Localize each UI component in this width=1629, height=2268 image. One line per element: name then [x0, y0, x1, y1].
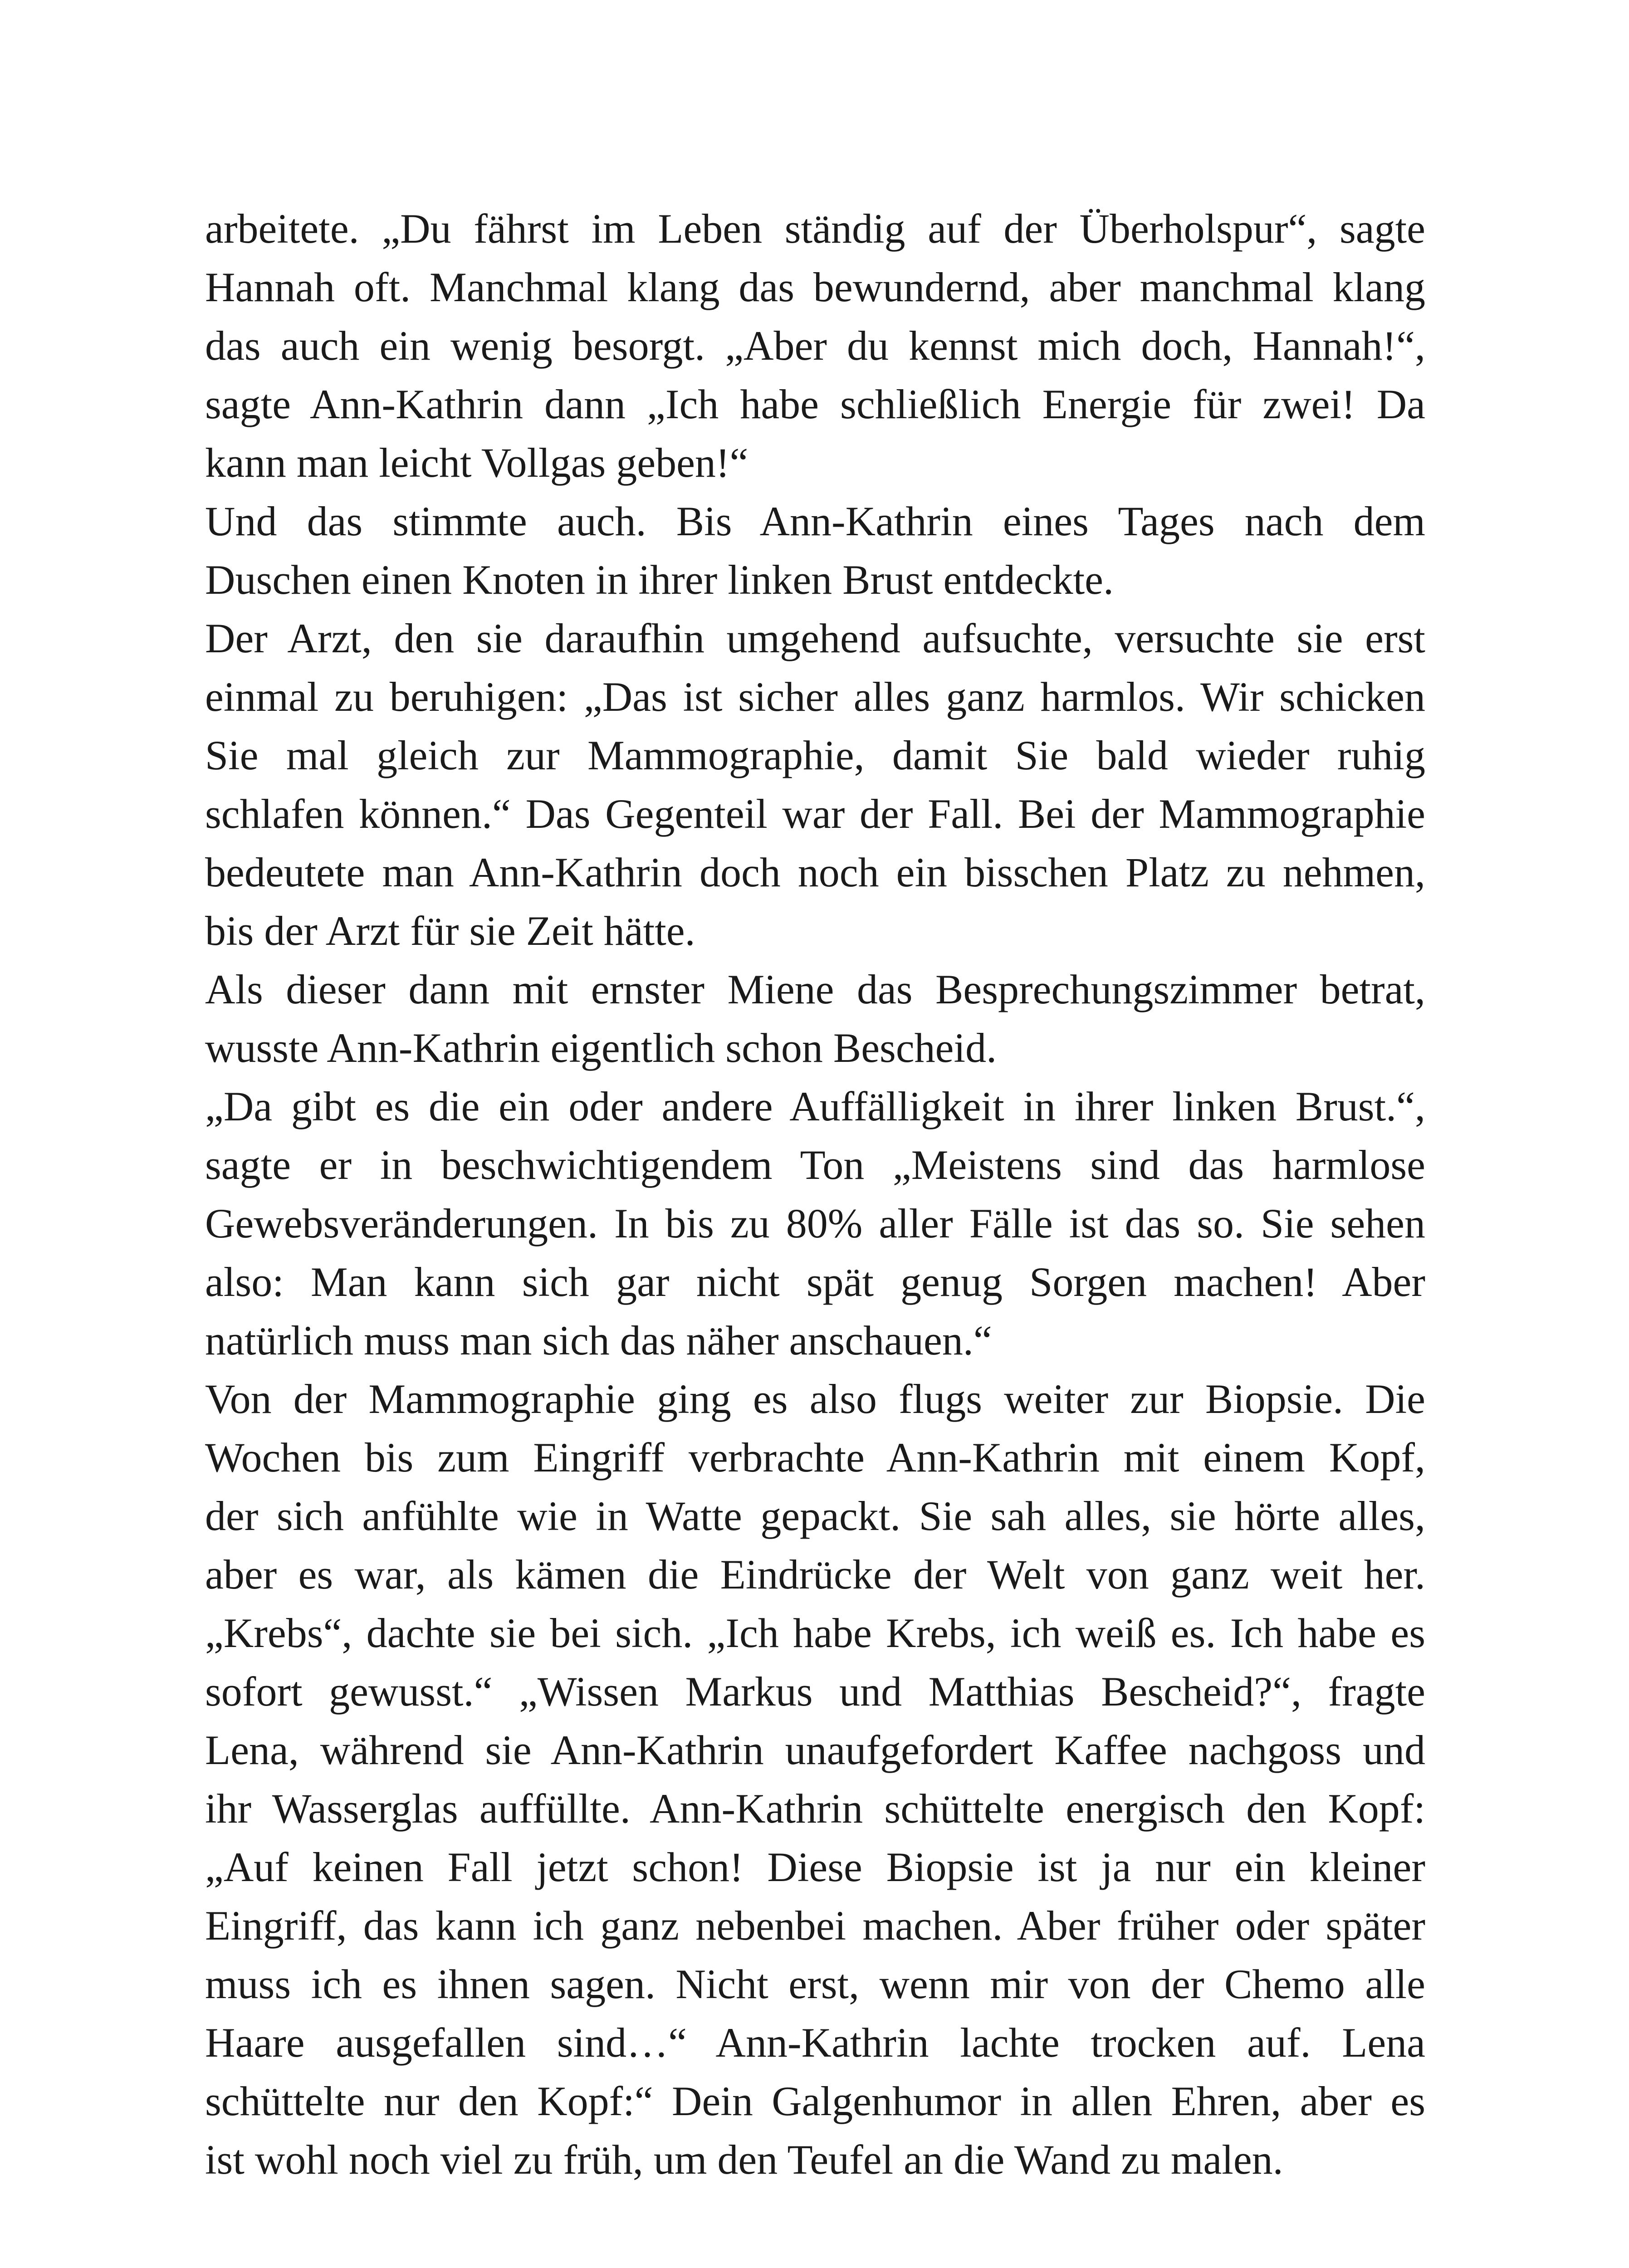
text-line: Duschen einen Knoten in ihrer linken Brust entdeckte. [205, 557, 1114, 603]
text-line: schlafen können.“ Das Gegenteil war der Fall. Bei der Mammographie [205, 791, 1425, 837]
text-line: „Da gibt es die ein oder andere Auffälligkeit in ihrer linken Brust.“, [205, 1083, 1425, 1129]
text-line: ist wohl noch viel zu früh, um den Teufel an die Wand zu malen. [205, 2136, 1283, 2183]
text-line: Hannah oft. Manchmal klang das bewundernd, aber manchmal klang [205, 264, 1425, 310]
text-line: „Auf keinen Fall jetzt schon! Diese Biopsie ist ja nur ein kleiner [205, 1844, 1425, 1890]
text-line: natürlich muss man sich das näher anschauen.“ [205, 1317, 992, 1364]
text-line: also: Man kann sich gar nicht spät genug Sorgen machen! Aber [205, 1259, 1425, 1305]
text-line: ihr Wasserglas auffüllte. Ann-Kathrin schüttelte energisch den Kopf: [205, 1785, 1425, 1832]
text-line: „Krebs“, dachte sie bei sich. „Ich habe Krebs, ich weiß es. Ich habe es [205, 1610, 1425, 1656]
text-line: arbeitete. „Du fährst im Leben ständig auf der Überholspur“, sagte [205, 205, 1425, 252]
text-line: Als dieser dann mit ernster Miene das Besprechungszimmer betrat, [205, 966, 1425, 1012]
text-line: Gewebsveränderungen. In bis zu 80% aller Fälle ist das so. Sie sehen [205, 1200, 1425, 1246]
text-line: Haare ausgefallen sind…“ Ann-Kathrin lachte trocken auf. Lena [205, 2019, 1425, 2066]
text-line: muss ich es ihnen sagen. Nicht erst, wenn mir von der Chemo alle [205, 1961, 1425, 2007]
text-line: kann man leicht Vollgas geben!“ [205, 440, 748, 486]
text-line: schüttelte nur den Kopf:“ Dein Galgenhumor in allen Ehren, aber es [205, 2078, 1425, 2124]
text-line: Lena, während sie Ann-Kathrin unaufgefordert Kaffee nachgoss und [205, 1727, 1425, 1773]
text-line: das auch ein wenig besorgt. „Aber du kennst mich doch, Hannah!“, [205, 323, 1425, 369]
text-line: sagte Ann-Kathrin dann „Ich habe schließlich Energie für zwei! Da [205, 381, 1425, 427]
text-line: bis der Arzt für sie Zeit hätte. [205, 908, 695, 954]
text-line: aber es war, als kämen die Eindrücke der Welt von ganz weit her. [205, 1551, 1425, 1598]
text-line: Wochen bis zum Eingriff verbrachte Ann-Kathrin mit einem Kopf, [205, 1434, 1425, 1481]
text-line: Sie mal gleich zur Mammographie, damit Sie bald wieder ruhig [205, 732, 1425, 778]
text-line: sagte er in beschwichtigendem Ton „Meistens sind das harmlose [205, 1142, 1425, 1188]
text-line: bedeutete man Ann-Kathrin doch noch ein bisschen Platz zu nehmen, [205, 849, 1425, 895]
text-line: sofort gewusst.“ „Wissen Markus und Matthias Bescheid?“, fragte [205, 1668, 1425, 1715]
text-line: Von der Mammographie ging es also flugs weiter zur Biopsie. Die [205, 1376, 1425, 1422]
text-line: Eingriff, das kann ich ganz nebenbei machen. Aber früher oder später [205, 1902, 1425, 1949]
text-line: Der Arzt, den sie daraufhin umgehend aufsuchte, versuchte sie erst [205, 615, 1425, 661]
text-line: Und das stimmte auch. Bis Ann-Kathrin eines Tages nach dem [205, 498, 1425, 544]
text-line: der sich anfühlte wie in Watte gepackt. Sie sah alles, sie hörte alles, [205, 1493, 1425, 1539]
text-line: wusste Ann-Kathrin eigentlich schon Bescheid. [205, 1025, 997, 1071]
text-line: einmal zu beruhigen: „Das ist sicher alles ganz harmlos. Wir schicken [205, 674, 1425, 720]
body-text [205, 200, 1425, 2189]
